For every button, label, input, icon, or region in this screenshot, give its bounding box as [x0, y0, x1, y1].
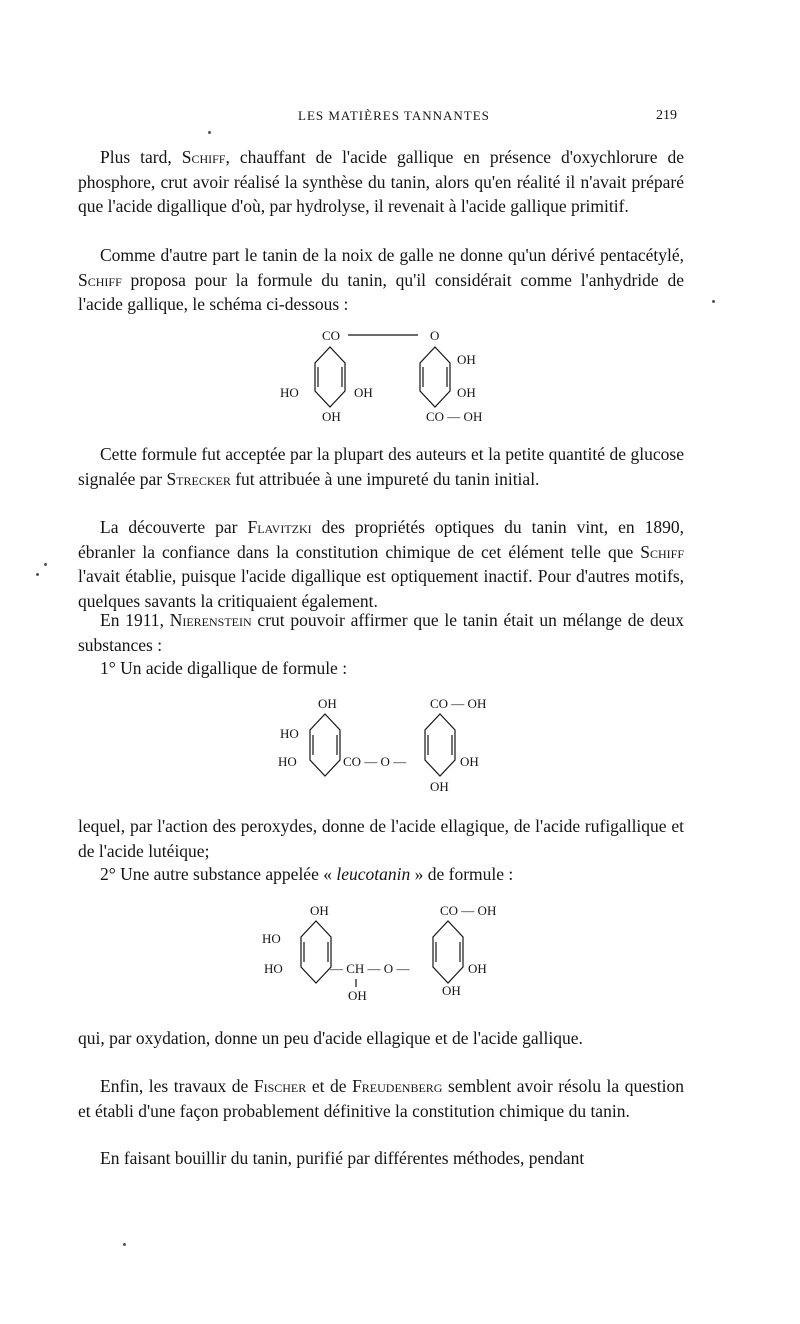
formula-label: OH: [442, 983, 461, 998]
formula-label: CO — OH: [440, 903, 497, 918]
formula-label: HO: [278, 754, 297, 769]
author-schiff: Schiff: [78, 269, 122, 290]
text: semblent avoir résolu la question et établi d'une façon probablement définitive la constitution chimique du tanin.: [78, 1076, 685, 1121]
paragraph-5: [78, 608, 684, 657]
formula-label: OH: [318, 696, 337, 711]
text: Cette formule fut acceptée par la plupart des auteurs et la petite quantité de glucose signalée par: [78, 444, 684, 489]
author-fischer: Fischer: [253, 1076, 307, 1096]
formula-label: OH: [430, 779, 449, 794]
formula-label: CO: [322, 328, 341, 343]
benzene-ring-2: [420, 347, 450, 407]
formula-label: OH: [460, 754, 479, 769]
author-strecker: Strecker: [166, 468, 231, 489]
text: et de: [306, 1076, 353, 1096]
text: ,: [159, 610, 170, 630]
text: La découverte par: [100, 517, 248, 537]
year: 1911: [125, 610, 160, 630]
benzene-ring-1: [310, 714, 340, 776]
scan-speck: [44, 563, 47, 566]
formula-label: HO: [280, 385, 299, 400]
formula-label: CO — O —: [343, 754, 407, 769]
text: » de formule :: [410, 864, 514, 884]
paragraph-9: qui, par oxydation, donne un peu d'acide ellagique et de l'acide gallique.: [78, 1028, 583, 1048]
formula-label: CO — OH: [426, 409, 483, 424]
text: Enfin, les travaux de: [100, 1076, 254, 1096]
author-freudenberg: Freudenberg: [352, 1076, 443, 1096]
term-leucotanin: leucotanin: [336, 864, 411, 884]
text: En: [100, 610, 126, 630]
formula-label: HO: [262, 931, 281, 946]
formula-label: OH: [310, 903, 329, 918]
formula-label: OH: [322, 409, 341, 424]
formula-label: OH: [348, 988, 367, 1003]
text: crut pouvoir affirmer que le tanin était un mélange de deux substances :: [78, 610, 684, 655]
formula-digallic-acid: [270, 692, 530, 797]
formula-label: OH: [457, 385, 476, 400]
page-number: 219: [656, 108, 677, 123]
formula-label: HO: [264, 961, 283, 976]
text: , chauffant de l'acide gallique en présence d'oxychlorure de phosphore, crut avoir réalisé la synthèse du tanin, alors qu'en réalité il n'avait préparé que l'acide digallique d'où, par hydrolyse, il revenait à l'acide gallique primitif.: [78, 147, 684, 217]
paragraph-10: [78, 1074, 684, 1123]
paragraph-1: [78, 145, 684, 219]
paragraph-11: En faisant bouillir du tanin, purifié par différentes méthodes, pendant: [100, 1148, 585, 1168]
formula-label: OH: [468, 961, 487, 976]
scan-speck: [208, 131, 211, 134]
scan-speck: [36, 573, 39, 576]
benzene-ring-2: [433, 921, 463, 983]
formula-schiff-digallic-anhydride: [250, 322, 530, 427]
text: l'avait établie, puisque l'acide digallique est optiquement inactif. Pour d'autres motifs, quelques savants la critiquaient également.: [78, 566, 684, 611]
author-nierenstein: Nierenstein: [169, 610, 252, 630]
benzene-ring-2: [425, 714, 455, 776]
paragraph-2: [78, 243, 684, 317]
paragraph-7: lequel, par l'action des peroxydes, donne de l'acide ellagique, de l'acide rufigallique et de l'acide lutéique;: [78, 816, 684, 861]
benzene-ring-1: [301, 921, 331, 983]
text: proposa pour la formule du tanin, qu'il considérait comme l'anhydride de l'acide gallique, le schéma ci-dessous :: [78, 269, 684, 315]
formula-leucotanin: [258, 897, 528, 1007]
scan-speck: [123, 1243, 126, 1246]
text: fut attribuée à une impureté du tanin initial.: [230, 468, 540, 489]
author-flavitzki: Flavitzki: [247, 517, 312, 537]
text: des propriétés optiques du tanin vint, en 1890, ébranler la confiance dans la constitution chimique de cet élément telle que: [78, 517, 685, 562]
formula-label: — CH — O —: [330, 961, 410, 976]
text: 2° Une autre substance appelée «: [100, 864, 337, 884]
formula-label: OH: [354, 385, 373, 400]
author-schiff: Schiff: [640, 541, 684, 562]
running-title: LES MATIÈRES TANNANTES: [298, 108, 490, 123]
formula-label: CO — OH: [430, 696, 487, 711]
benzene-ring-1: [315, 347, 345, 407]
paragraph-8: [78, 862, 684, 887]
paragraph-4: [78, 515, 684, 613]
formula-label: OH: [457, 352, 476, 367]
text: Comme d'autre part le tanin de la noix de galle ne donne qu'un dérivé pentacétylé,: [100, 245, 684, 265]
scan-speck: [712, 300, 715, 303]
text: Plus tard,: [100, 147, 182, 167]
paragraph-6: 1° Un acide digallique de formule :: [100, 658, 348, 678]
formula-label: HO: [280, 726, 299, 741]
formula-label: O: [430, 328, 440, 343]
author-schiff: Schiff: [181, 147, 226, 167]
page-header: [0, 108, 800, 128]
paragraph-3: [78, 442, 684, 491]
